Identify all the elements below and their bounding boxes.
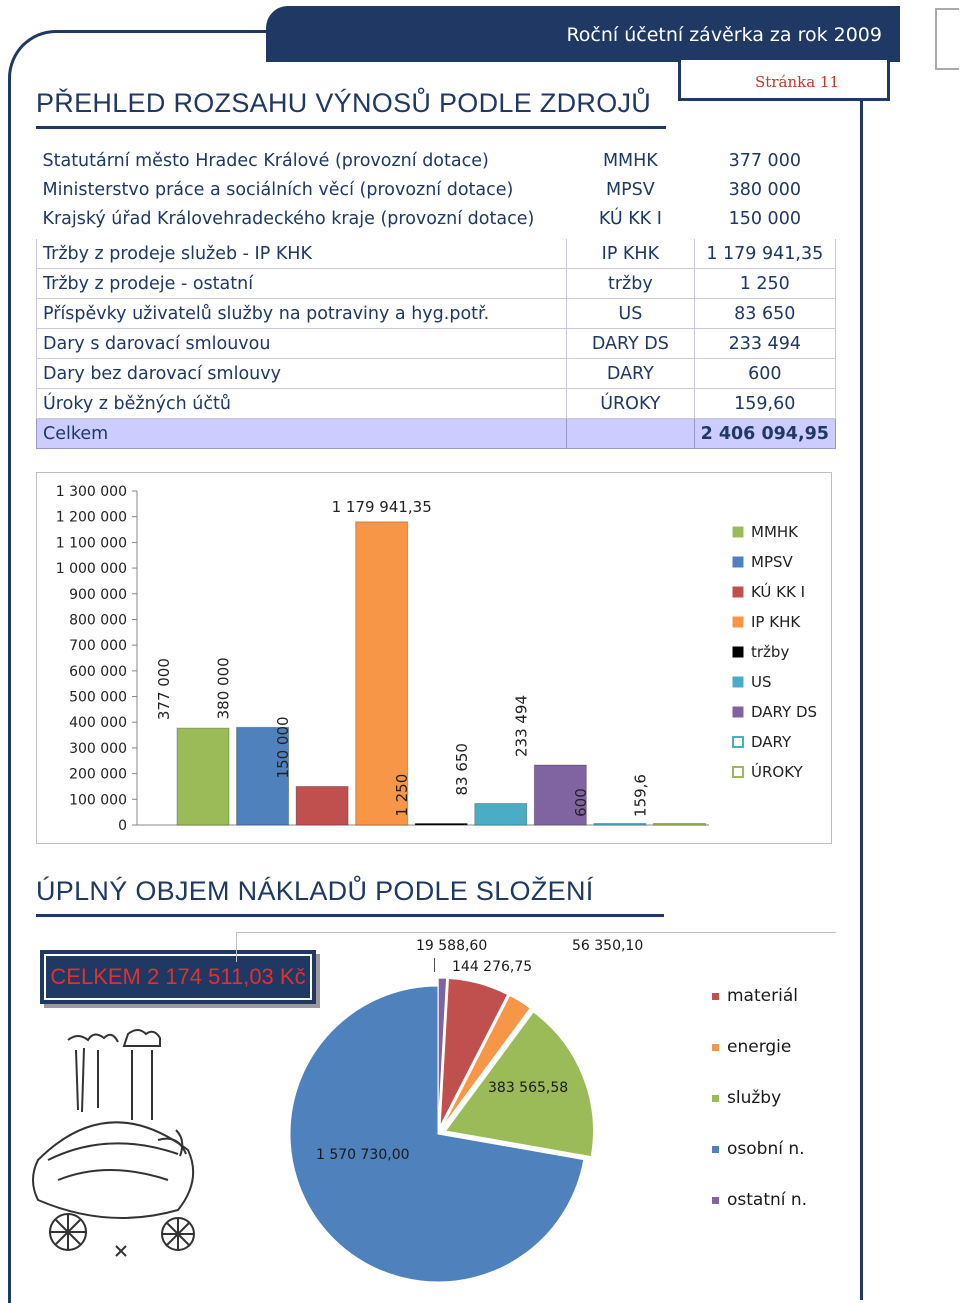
page-number: Stránka 11 — [755, 73, 839, 91]
pie-legend-label: energie — [727, 1037, 792, 1057]
y-tick-label: 300 000 — [69, 740, 127, 757]
table-cell-amount: 83 650 — [694, 299, 835, 329]
total-cost-value: CELKEM 2 174 511,03 Kč — [44, 954, 312, 1000]
bar-tržby — [415, 824, 467, 826]
section-title-costs-underline — [36, 914, 664, 917]
legend-swatch — [733, 647, 743, 657]
bar-data-label: 150 000 — [274, 716, 293, 779]
header-bar — [266, 6, 900, 62]
y-tick-label: 400 000 — [69, 715, 127, 732]
pie-legend-label: osobní n. — [727, 1139, 805, 1159]
table-cell-label: Ministerstvo práce a sociálních věcí (provozní dotace) — [42, 179, 514, 200]
bar-data-label: 159,6 — [631, 774, 650, 817]
pie-legend-item — [712, 1088, 781, 1108]
y-tick-label: 1 000 000 — [55, 561, 127, 578]
y-tick-label: 0 — [118, 818, 127, 834]
table-cell-code: US — [567, 299, 694, 329]
table-cell-label: Krajský úřad Královehradeckého kraje (provozní dotace) — [42, 208, 535, 229]
margin-tab — [935, 8, 959, 70]
bar-chart-svg — [37, 473, 831, 843]
table-row — [37, 359, 836, 389]
table-row — [37, 299, 836, 329]
total-cell-amount: 2 406 094,95 — [694, 419, 835, 449]
table-cell-amount: 233 494 — [694, 329, 835, 359]
bar-data-label: 600 — [571, 788, 590, 817]
y-tick-label: 1 300 000 — [55, 484, 127, 500]
pie-legend-swatch — [712, 1095, 719, 1102]
pie-data-label: 19 588,60 — [416, 938, 488, 954]
legend-label: US — [751, 673, 772, 691]
section-title-revenue — [36, 88, 651, 119]
legend-label: IP KHK — [751, 613, 801, 631]
legend-label: tržby — [751, 643, 790, 661]
table-cell-label: Příspěvky uživatelů služby na potraviny a hyg.potř. — [37, 299, 567, 329]
y-tick-label: 800 000 — [69, 612, 127, 629]
table-cell-code: tržby — [567, 269, 694, 299]
table-total-row — [37, 419, 836, 449]
pie-legend-swatch — [712, 993, 719, 1000]
table-row — [37, 329, 836, 359]
bar-kú-kk-i — [296, 786, 348, 825]
legend-label: DARY DS — [751, 703, 818, 721]
pie-data-label: 1 570 730,00 — [316, 1147, 410, 1163]
y-tick-label: 600 000 — [69, 663, 127, 680]
page-frame-right — [860, 60, 863, 1300]
revenue-bar-chart — [36, 472, 832, 844]
table-cell-code: MMHK — [602, 150, 658, 171]
legend-swatch — [733, 587, 743, 597]
bar-data-label: 83 650 — [452, 743, 471, 796]
legend-swatch — [733, 767, 743, 777]
pie-data-label: 383 565,58 — [488, 1080, 569, 1096]
total-cell-code — [567, 419, 694, 449]
total-cell-label: Celkem — [37, 419, 567, 449]
child-drawing-image — [28, 1010, 210, 1272]
pie-legend-label: ostatní n. — [727, 1190, 808, 1210]
table-cell-code: MPSV — [605, 179, 655, 200]
bar-dary — [594, 824, 646, 826]
table-row — [37, 146, 836, 175]
table-cell-label: Dary bez darovací smlouvy — [37, 359, 567, 389]
table-cell-code: ÚROKY — [567, 389, 694, 419]
pie-legend-item — [712, 1190, 807, 1210]
table-cell-amount: 159,60 — [694, 389, 835, 419]
table-cell-code: DARY DS — [567, 329, 694, 359]
legend-swatch — [733, 527, 743, 537]
table-cell-amount: 1 179 941,35 — [694, 236, 835, 269]
table-cell-code: DARY — [567, 359, 694, 389]
table-cell-amount: 600 — [694, 359, 835, 389]
table-cell-amount: 1 250 — [694, 269, 835, 299]
bar-úroky — [653, 824, 705, 826]
section-title-revenue-text: PŘEHLED ROZSAHU VÝNOSŮ PODLE ZDROJŮ — [36, 88, 652, 118]
legend-label: ÚROKY — [751, 763, 803, 781]
table-cell-label: Dary s darovací smlouvou — [37, 329, 567, 359]
legend-swatch — [733, 677, 743, 687]
legend-swatch — [733, 707, 743, 717]
table-cell-code: IP KHK — [567, 236, 694, 269]
pie-data-label: 144 276,75 — [452, 959, 533, 975]
y-tick-label: 900 000 — [69, 586, 127, 603]
bar-us — [475, 804, 527, 825]
pie-chart-frame — [236, 932, 836, 934]
pie-legend-swatch — [712, 1146, 719, 1153]
y-tick-label: 200 000 — [69, 766, 127, 783]
report-title: Roční účetní závěrka za rok 2009 — [566, 24, 882, 46]
table-row — [37, 236, 836, 269]
total-cost-box — [40, 950, 316, 1004]
pie-legend-label: materiál — [727, 986, 798, 1006]
legend-label: MMHK — [751, 523, 798, 541]
cost-pie-chart — [288, 944, 608, 1284]
table-row — [37, 269, 836, 299]
table-cell-label: Statutární město Hradec Králové (provozní dotace) — [42, 150, 489, 171]
table-row — [37, 389, 836, 419]
section-title-costs — [36, 876, 594, 907]
table-cell-code: KÚ KK I — [598, 208, 662, 229]
legend-label: MPSV — [751, 553, 793, 571]
legend-swatch — [733, 617, 743, 627]
pie-legend-swatch — [712, 1197, 719, 1204]
bar-mmhk — [177, 728, 229, 825]
legend-swatch — [733, 557, 743, 567]
bar-data-label: 1 179 941,35 — [331, 497, 432, 516]
pie-legend-item — [712, 1139, 805, 1159]
table-cell-label: Úroky z běžných účtů — [37, 389, 567, 419]
legend-label: KÚ KK I — [751, 583, 806, 601]
table-row — [37, 175, 836, 204]
y-tick-label: 1 200 000 — [55, 509, 127, 526]
table-cell-label: Tržby z prodeje - ostatní — [37, 269, 567, 299]
table-cell-amount: 150 000 — [728, 208, 801, 229]
y-tick-label: 100 000 — [69, 792, 127, 809]
y-tick-label: 1 100 000 — [55, 535, 127, 552]
pie-leader-line — [434, 958, 435, 972]
bar-data-label: 377 000 — [155, 658, 173, 721]
bar-data-label: 233 494 — [512, 694, 531, 758]
table-cell-amount: 377 000 — [728, 150, 801, 171]
table-cell-amount: 380 000 — [728, 179, 801, 200]
legend-swatch — [733, 737, 743, 747]
y-tick-label: 500 000 — [69, 689, 127, 706]
section-title-underline — [36, 126, 666, 129]
pie-chart-frame-left — [236, 932, 237, 962]
pie-legend-swatch — [712, 1044, 719, 1051]
pie-legend-item — [712, 986, 798, 1006]
section-title-costs-text: ÚPLNÝ OBJEM NÁKLADŮ PODLE SLOŽENÍ — [36, 876, 594, 906]
bar-data-label: 1 250 — [393, 773, 412, 817]
pie-legend-label: služby — [727, 1088, 782, 1108]
bar-data-label: 380 000 — [214, 657, 233, 720]
legend-label: DARY — [751, 733, 792, 751]
revenue-table — [36, 146, 836, 449]
page-number-box — [678, 60, 890, 101]
pie-legend-item — [712, 1037, 791, 1057]
table-cell-label: Tržby z prodeje služeb - IP KHK — [37, 236, 567, 269]
pie-data-label: 56 350,10 — [572, 938, 644, 954]
y-tick-label: 700 000 — [69, 638, 127, 655]
table-row — [37, 204, 836, 236]
